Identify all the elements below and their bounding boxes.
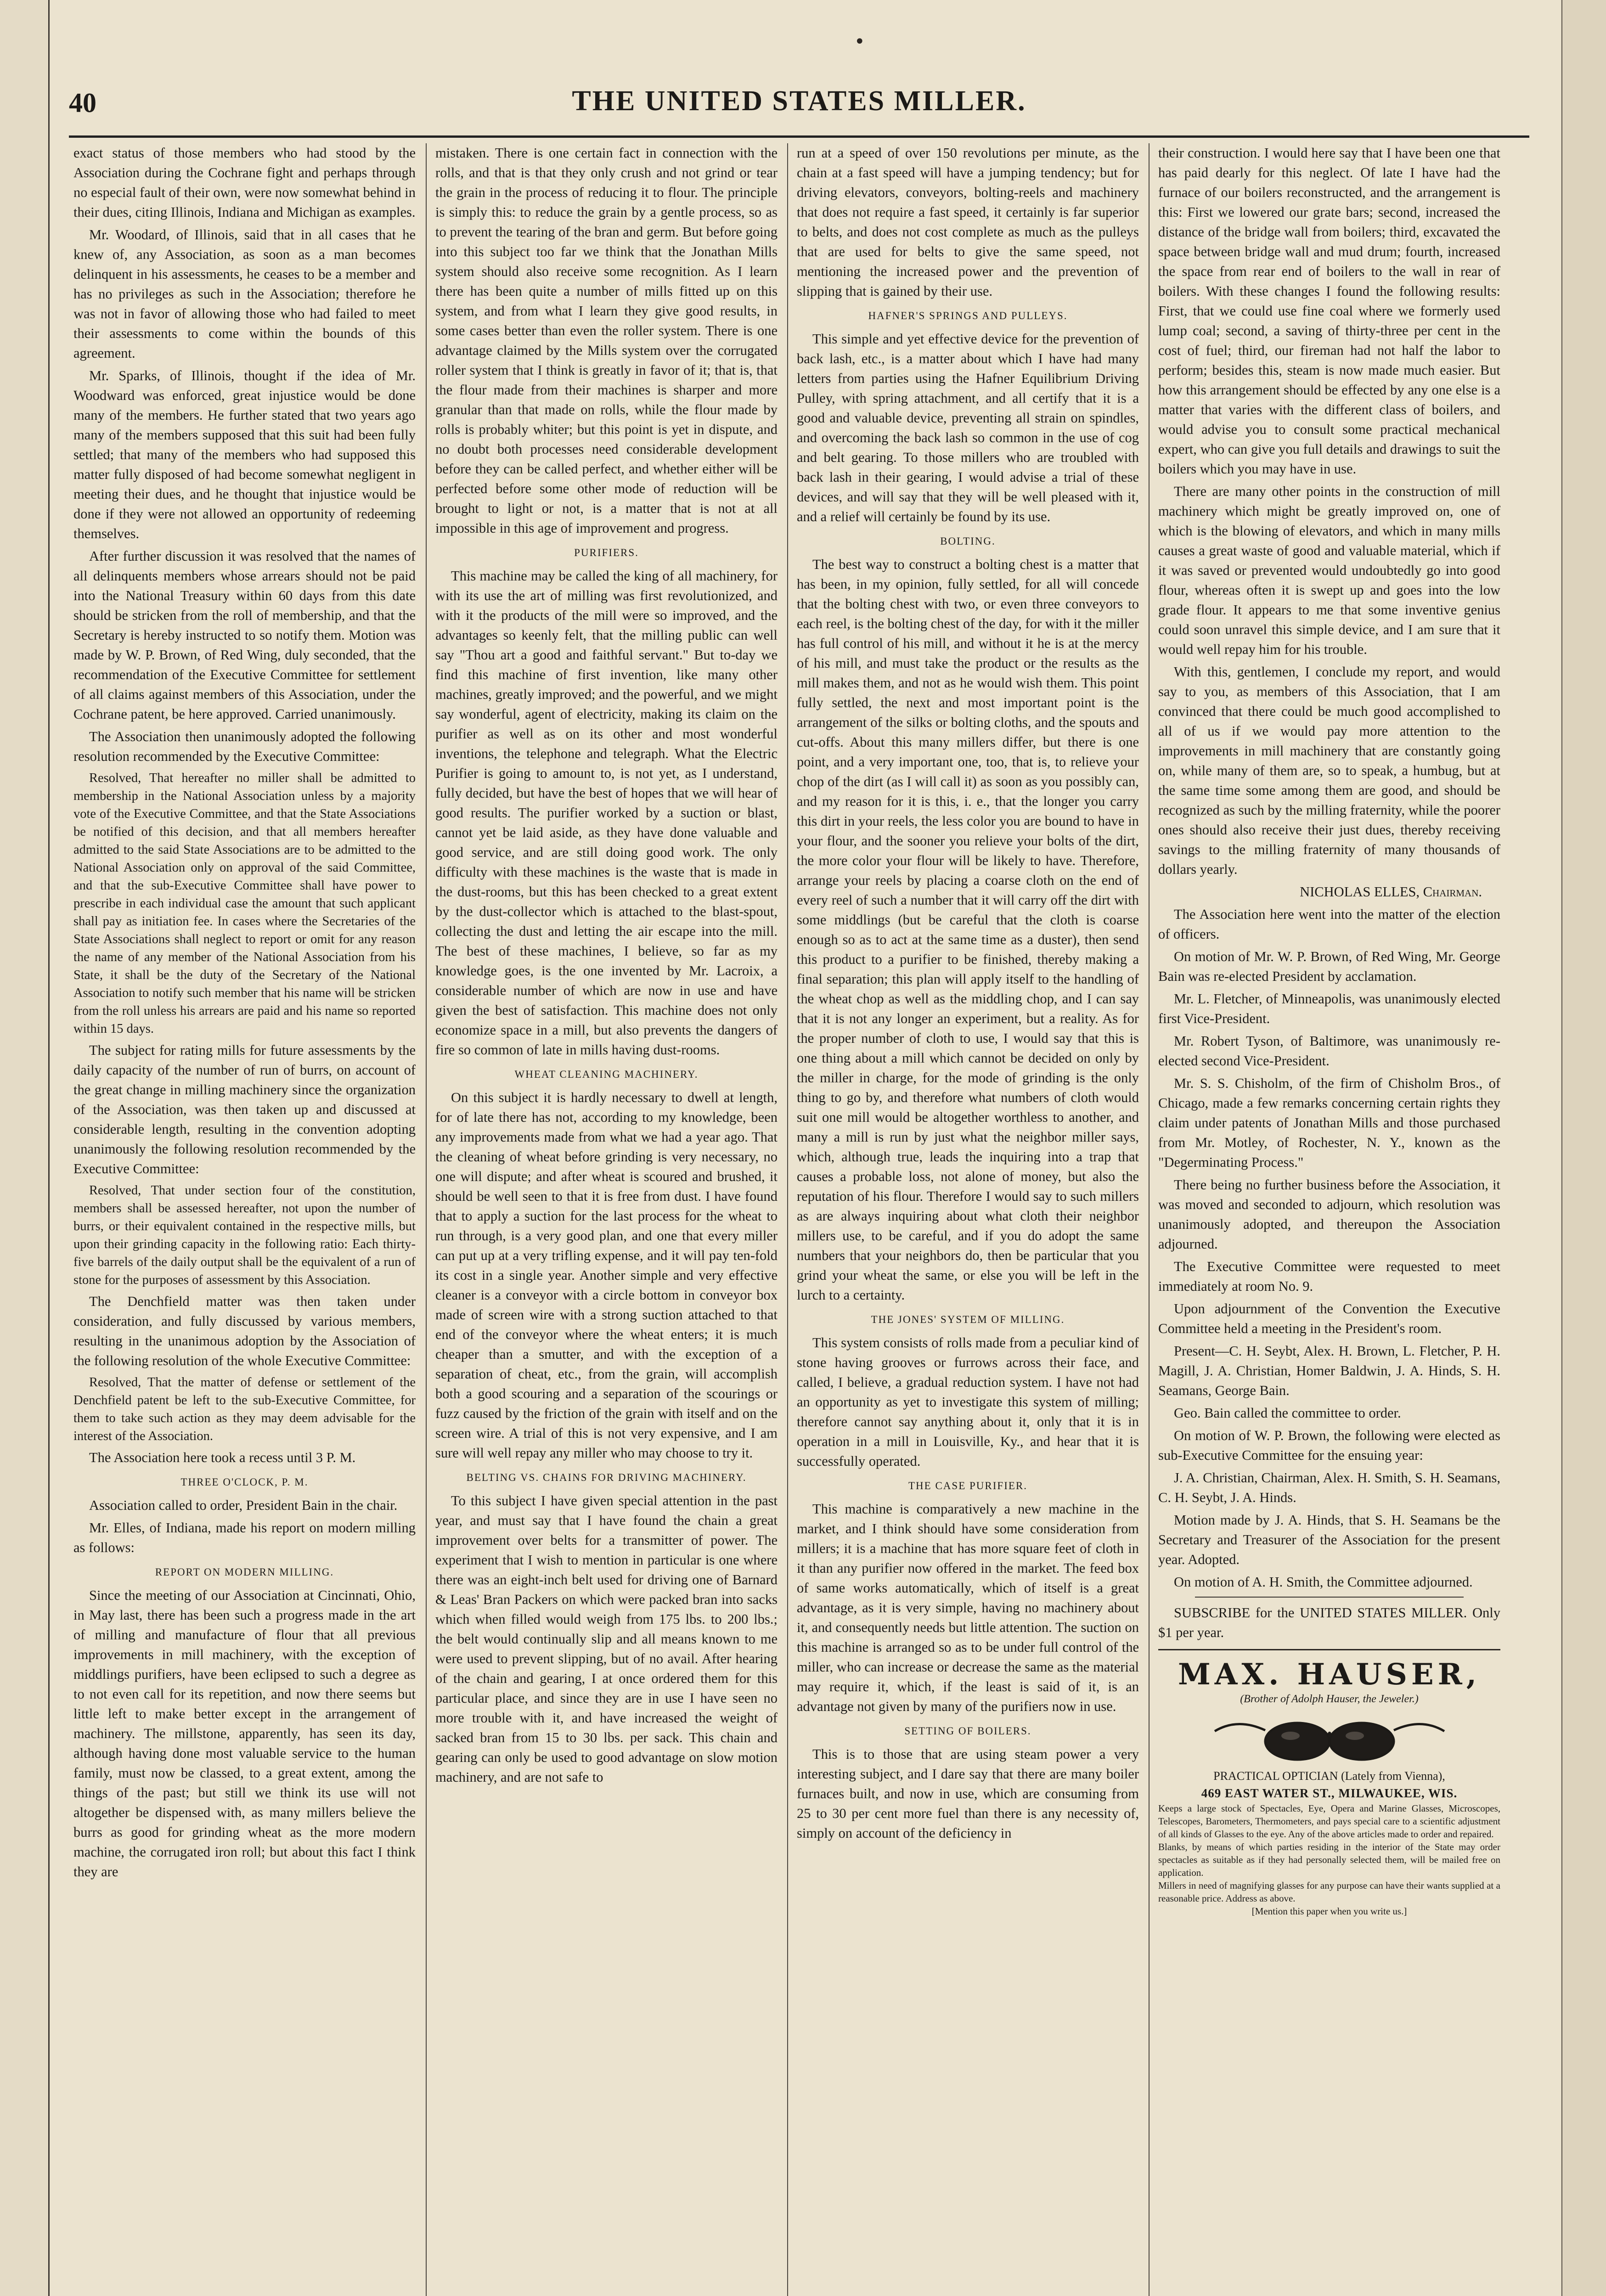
ad-subtitle: (Brother of Adolph Hauser, the Jeweler.)	[1240, 1693, 1419, 1705]
column-divider	[1149, 143, 1150, 2296]
section-heading: THREE O'CLOCK, P. M.	[180, 1476, 309, 1488]
paragraph: Motion made by J. A. Hinds, that S. H. Seamans be the Secretary and Treasurer of the Association for the present year. Adopted.	[1158, 1512, 1500, 1567]
masthead-title: THE UNITED STATES MILLER.	[572, 85, 1026, 117]
paragraph: Mr. Sparks, of Illinois, thought if the idea of Mr. Woodward was enforced, great injustice would be done many of the members. He further stated that two years ago many of the members supposed that this suit had been fully settled; that many of the members who had supposed this matter fully disposed of had become somewhat negligent in meeting their dues, and he thought that injustice would be done if they were not allowed an opportunity of redeeming themselves.	[73, 368, 416, 541]
column-1	[73, 143, 416, 2296]
section-heading: BOLTING.	[940, 535, 996, 547]
paragraph: The subject for rating mills for future assessments by the daily capacity of the number of run of burrs, on account of the great change in milling machinery since the organization of the Association, was then taken up and discussed at considerable length, resulting in the convention adopting unanimously the following resolution recommended by the Executive Committee:	[73, 1042, 416, 1176]
paragraph: Mr. S. S. Chisholm, of the firm of Chisholm Bros., of Chicago, made a few remarks concerning certain rights they claim under patents of Jonathan Mills and those purchased from Mr. Motley, of Rochester, N. Y., known as the "Degerminating Process."	[1158, 1075, 1500, 1170]
paragraph: On this subject it is hardly necessary to dwell at length, for of late there has not, according to my knowledge, been any improvements made from what we had a year ago. That the cleaning of wheat before grinding is very necessary, no one will dispute; and after wheat is scoured and brushed, it should be well seen to that it is free from dust. I have found that to apply a suction for the last process for the wheat to run through, is a very good plan, and one that every miller can put up at a very trifling expense, and it will pay ten-fold its cost in a single year. Another simple and very effective cleaner is a conveyor with a circle bottom in conveyor box made of screen wire with a strong suction attached to that end of the conveyor where the wheat enters; it is much cheaper than a smutter, and with the exception of a separation of cheat, etc., from the grain, will accomplish both a good scouring and a separation of the scourings or fuzz caused by the friction of the grain with itself and on the screen wire. A trial of this is not very expensive, and I am sure will well repay any miller who may choose to try it.	[435, 1090, 778, 1461]
ad-body: Keeps a large stock of Spectacles, Eye, Opera and Marine Glasses, Microscopes, Telescopes, Barometers, Thermometers, and pays special care to a scientific adjustment of all kinds of Glasses to the eye. Any of the above articles made to order and repaired.	[1158, 1803, 1500, 1840]
paragraph: Since the meeting of our Association at Cincinnati, Ohio, in May last, there has been such a progress made in the art of milling and manufacture of flour that all previous improvements in mill machinery, with the exception of middlings purifiers, have been eclipsed to such a degree as to not even call for its repetition, and now there seems but little left to make better except in the arrangement of machinery. The millstone, apparently, has seen its day, although having done most valuable service to the human family, must now be classed, to a great extent, among the things of the past; but still we think its use will not altogether be dispensed with, as many millers believe the burrs as good for grinding wheat as the more modern machine, the corrugated iron roll; but about this fact I think they are	[73, 1587, 416, 1880]
paragraph: This simple and yet effective device for the prevention of back lash, etc., is a matter about which I have had many letters from parties using the Hafner Equilibrium Driving Pulley, with spring attachment, and all certify that it is a good and valuable device, preventing all strain on spindles, and overcoming the back lash so common in the use of cog and belt gearing. To those millers who are troubled with back lash in their gearing, I would advise a trial of these devices, and will say that they will be well pleased with it, and a relief will certainly be found by its use.	[797, 331, 1139, 524]
paragraph: The Association then unanimously adopted the following resolution recommended by the Executive Committee:	[73, 729, 416, 764]
resolution-paragraph: Resolved, That under section four of the constitution, members shall be assessed hereafter, not upon the number of burrs, or their equivalent contained in the respective mills, but upon their grinding capacity in the following ratio: Each thirty-five barrels of the daily output shall be the equivalent of a run of stone for the purposes of assessment by this Association.	[73, 1183, 416, 1287]
resolution-paragraph: Resolved, That the matter of defense or settlement of the Denchfield patent be left to the sub-Executive Committee, for them to take such action as they may deem advisable for the interest of the Association.	[73, 1375, 416, 1443]
ad-body: Millers in need of magnifying glasses for any purpose can have their wants supplied at a reasonable price. Address as above.	[1158, 1880, 1500, 1904]
ad-line: PRACTICAL OPTICIAN (Lately from Vienna),	[1213, 1769, 1445, 1783]
column-4	[1158, 143, 1500, 2296]
paragraph: There being no further business before the Association, it was moved and seconded to adjourn, which resolution was unanimously adopted, and thereupon the Association adjourned.	[1158, 1177, 1500, 1252]
ad-note: [Mention this paper when you write us.]	[1251, 1906, 1407, 1917]
paragraph: The Association here went into the matter of the election of officers.	[1158, 906, 1500, 942]
adjacent-page-edge	[1561, 0, 1606, 2296]
paragraph: Mr. Elles, of Indiana, made his report on modern milling as follows:	[73, 1520, 416, 1555]
running-head	[69, 83, 1529, 133]
section-heading: PURIFIERS.	[574, 547, 639, 558]
paragraph: After further discussion it was resolved that the names of all delinquents members whose arrears should not be paid into the National Treasury within 60 days from this date should be stricken from the roll of membership, and that the Secretary is hereby instructed to so notify them. Motion was made by W. P. Brown, of Red Wing, duly seconded, that the recommendation of the Executive Committee for settlement of all claims against members of this Association, under the Cochrane patent, be here approved. Carried unanimously.	[73, 548, 416, 722]
column-2	[435, 143, 778, 2296]
section-heading: HAFNER'S SPRINGS AND PULLEYS.	[868, 310, 1068, 321]
column-3	[797, 143, 1139, 2296]
paragraph: On motion of W. P. Brown, the following were elected as sub-Executive Committee for the ensuing year:	[1158, 1428, 1500, 1463]
section-heading: WHEAT CLEANING MACHINERY.	[514, 1069, 699, 1080]
paragraph: This is to those that are using steam power a very interesting subject, and I dare say that there are many boiler furnaces built, and now in use, which are consuming from 25 to 30 per cent more fuel than there is any necessity of, simply on account of the deficiency in	[797, 1746, 1139, 1841]
paragraph: On motion of A. H. Smith, the Committee adjourned.	[1174, 1574, 1473, 1590]
paragraph: Mr. L. Fletcher, of Minneapolis, was unanimously elected first Vice-President.	[1158, 991, 1500, 1026]
section-heading: THE CASE PURIFIER.	[908, 1480, 1027, 1491]
paragraph: The Executive Committee were requested to meet immediately at room No. 9.	[1158, 1259, 1500, 1294]
paragraph: There are many other points in the construction of mill machinery which might be greatly improved on, one of which is the blowing of elevators, and which in many mills causes a great waste of good and valuable material, which if it was saved or prevented would undoubtedly go into good flour, whereas often it is swept up and goes into the low grade flour. It appears to me that some inventive genius could soon unravel this simple device, and I am sure that it would well repay him for his trouble.	[1158, 484, 1500, 657]
ad-title: MAX. HAUSER,	[1178, 1657, 1481, 1692]
ad-address: 469 EAST WATER ST., MILWAUKEE, WIS.	[1201, 1786, 1458, 1800]
paragraph: J. A. Christian, Chairman, Alex. H. Smith, S. H. Seamans, C. H. Seybt, J. A. Hinds.	[1158, 1470, 1500, 1505]
header-rule	[69, 135, 1529, 138]
column-divider	[787, 143, 788, 2296]
paragraph: The Association here took a recess until 3 P. M.	[89, 1450, 356, 1465]
paragraph: The Denchfield matter was then taken under consideration, and fully discussed by various members, resulting in the unanimous adoption by the Association of the following resolution of the whole Executive Committee:	[73, 1294, 416, 1368]
paragraph: With this, gentlemen, I conclude my report, and would say to you, as members of this Association, that I am convinced that there could be much good accomplished to all of us if we would pay more attention to the improvements in mill machinery that are constantly going on, while many of them are, so to speak, a humbug, but at the same time some among them are good, and should be recognized as such by the milling fraternity, while the poorer ones should also receive their just dues, thereby receiving savings to the milling fraternity of many thousands of dollars yearly.	[1158, 664, 1500, 877]
optician-advertisement	[1158, 1649, 1500, 1918]
paragraph: Present—C. H. Seybt, Alex. H. Brown, L. Fletcher, P. H. Magill, J. A. Christian, Homer Baldwin, J. A. Hinds, S. H. Seamans, George Bain.	[1158, 1343, 1500, 1398]
section-heading: THE JONES' SYSTEM OF MILLING.	[871, 1314, 1065, 1325]
paragraph: On motion of Mr. W. P. Brown, of Red Wing, Mr. George Bain was re-elected President by acclamation.	[1158, 949, 1500, 984]
paragraph: The best way to construct a bolting chest is a matter that has been, in my opinion, fully settled, for all will concede that the bolting chest with two, or even three conveyors to each reel, is the bolting chest of the day, for with it the miller has full control of his mill, and without it he is at the mercy of his mill, and must take the product or the results as the mill makes them, and not as he would wish them. This point fully settled, the next and most important point is the arrangement of the silks or bolting cloths, and the spouts and cut-offs. About this many millers differ, but there is one point, and a very important one, too, that is, to relieve your chop of the dirt (as I will call it) as soon as you possibly can, and my reason for it is this, i. e., that the longer you carry this dirt in your reels, the less color you are bound to have in your flour, and the sooner you relieve your bolts of the dirt, the more color your flour will be likely to have. Therefore, arrange your reels by placing a coarse cloth on the end of every reel of such a number that it will carry off the dirt with some middlings (but be careful that the cloth is coarse enough so as to act at the same time as a duster), then send this product to a purifier to be finished, thereby making a final separation; this plan will apply itself to the handling of the wheat chop as well as the middling chop, and I can say that it is not any longer an experiment, but a reality. As for the proper number of cloth to use, I would say that this is one thing about a mill which cannot be decided on only by the miller in charge, for the mode of grinding is the only thing to go by, and therefore what numbers of cloth would suit one mill would be altogether worthless to another, and many a mill is run by just what the neighbor miller says, which, although true, leads the inquiring into a trap that causes a probable loss, not alone of money, but also the reputation of his flour. Therefore I would say to such millers as are always inquiring about what cloth their neighbor millers use, to be careful, and if you do adopt the same numbers that your neighbors do, then be particular that you grind your wheat the same, or else you will be left in the lurch to a certainty.	[797, 557, 1139, 1303]
subscribe-notice: SUBSCRIBE for the UNITED STATES MILLER. Only $1 per year.	[1158, 1605, 1500, 1640]
paragraph: mistaken. There is one certain fact in connection with the rolls, and that is that they only crush and not grind or tear the grain in the process of reducing it to flour. The principle is simply this: to reduce the grain by a gentle process, so as to prevent the tearing of the bran and germ. But before going into this subject too far we think that the Jonathan Mills system should also receive some recognition. As I learn there has been quite a number of mills fitted up on this system, and from what I learn they give good results, in some cases better than even the roller system. There is one advantage claimed by the Mills system over the corrugated roller system that I think is greatly in favor of it; that is, that the flour made from their machines is sharper and more granular than that made on rolls, while the flour made by rolls is probably whiter; but this point is yet in dispute, and no doubt both processes need considerable development before they can be called perfect, and whether either will be perfected before some other mode of reduction will be brought to light or not, is a matter that is not at all impossible in this age of improvement and progress.	[435, 145, 778, 536]
report-signature: NICHOLAS ELLES, Chairman.	[1300, 884, 1482, 900]
paragraph: Mr. Woodard, of Illinois, said that in all cases that he knew of, any Association, as soon as a man becomes delinquent in his assessments, he ceases to be a member and has no privileges as such in the Association; therefore he was not in favor of allowing those who had failed to meet their assessments to come within the bounds of this agreement.	[73, 227, 416, 361]
resolution-paragraph: Resolved, That hereafter no miller shall be admitted to membership in the National Association unless by a majority vote of the Executive Committee, and that the State Associations be notified of this decision, and that all members hereafter admitted to the said State Associations are to be admitted to the National Association only on approval of the said Committee, and that the sub-Executive Committee shall have power to prescribe in each individual case the amount that such applicant shall pay as initiation fee. In cases where the Secretaries of the State Associations shall neglect to report or omit for any reason the name of any member of the National Association from his State, it shall be the duty of the Secretary of the National Association to notify such member that his name will be stricken from the roll unless his arrears are paid and his name so reported within 15 days.	[73, 771, 416, 1036]
paragraph: their construction. I would here say that I have been one that has paid dearly for this neglect. Of late I have had the furnace of our boilers reconstructed, and the arrangement is this: First we lowered our grate bars; second, increased the distance of the bridge wall from boilers; third, excavated the space between bridge wall and mud drum; fourth, increased the space from rear end of boilers to the wall in rear of boilers. With these changes I found the following results: First, that we could use fine coal where we formerly used lump coal; second, a saving of thirty-three per cent in the cost of fuel; third, our fireman had not half the labor to perform; besides this, steam is now made much easier. But how this arrangement should be effected by any one else is a matter that varies with the different class of boilers, and would advise you to consult some practical mechanical expert, who can give you full details and drawings to suit the boilers which you may have in use.	[1158, 145, 1500, 477]
ink-mark: •	[854, 31, 865, 52]
section-heading: SETTING OF BOILERS.	[904, 1725, 1031, 1737]
divider-rule	[1195, 1597, 1464, 1598]
paragraph: run at a speed of over 150 revolutions per minute, as the chain at a fast speed will have a jumping tendency; but for driving elevators, conveyors, bolting-reels and machinery that does not require a fast speed, it certainly is far superior to belts, and does not cost complete as much as the pulleys that are used for belts to give the same speed, not mentioning the increased power and the prevention of slipping that is gained by their use.	[797, 145, 1139, 299]
paragraph: To this subject I have given special attention in the past year, and must say that I have found the chain a great improvement over belts for a transmitter of power. The experiment that I wish to mention in particular is one where there was an eight-inch belt used for driving one of Barnard & Leas' Bran Packers on which were packed bran into sacks which when filled would weigh from 175 lbs. to 200 lbs.; the belt would continually slip and all means known to me were used to prevent slipping, but of no avail. After hearing of the chain and gearing, I at once ordered them for this particular place, and since they are in use I have seen no more trouble with it, and have increased the weight of sacked bran from 15 to 30 lbs. per sack. This chain and gearing can only be used to good advantage on slow motion machinery, and are not safe to	[435, 1493, 778, 1785]
ad-body: Blanks, by means of which parties residing in the interior of the State may order spectacles as suitable as if they had personally selected them, will be mailed free on application.	[1158, 1841, 1500, 1878]
paragraph: This machine is comparatively a new machine in the market, and I think should have some consideration from millers; it is a machine that has more square feet of cloth in it than any purifier now offered in the market. The feed box of same works automatically, which of itself is a great advantage, as it is very simple, having no machinery about it, and consequently needs but little attention. The suction on this machine is arranged so as to be under full control of the miller, who can increase or decrease the same as the material may require it, which, if the least is said of it, is an advantage not given by many of the purifiers now in use.	[797, 1501, 1139, 1714]
paragraph: exact status of those members who had stood by the Association during the Cochrane fight and perhaps through no especial fault of their own, were now somewhat behind in their dues, citing Illinois, Indiana and Michigan as examples.	[73, 145, 416, 220]
paragraph: Upon adjournment of the Convention the Executive Committee held a meeting in the President's room.	[1158, 1301, 1500, 1336]
column-divider	[426, 143, 427, 2296]
paragraph: This system consists of rolls made from a peculiar kind of stone having grooves or furrows across their face, and called, I believe, a gradual reduction system. I have not had an opportunity as yet to investigate this system of milling; therefore cannot say anything about it, only that it is in operation in a mill in Louisville, Ky., and hear that it is successfully operated.	[797, 1335, 1139, 1469]
paragraph: Mr. Robert Tyson, of Baltimore, was unanimously re-elected second Vice-President.	[1158, 1033, 1500, 1069]
section-heading: REPORT ON MODERN MILLING.	[155, 1566, 334, 1578]
paragraph: Geo. Bain called the committee to order.	[1174, 1405, 1401, 1421]
paragraph: Association called to order, President Bain in the chair.	[89, 1497, 398, 1513]
section-heading: BELTING VS. CHAINS FOR DRIVING MACHINERY.	[466, 1472, 747, 1483]
spectacles-icon	[1210, 1713, 1449, 1763]
page-number: 40	[69, 88, 96, 118]
paragraph: This machine may be called the king of all machinery, for with its use the art of milling was first revolutionized, and with it the products of the mill were so improved, and the advantages so keenly felt, that the milling public can well say "Thou art a good and faithful servant." But to-day we find this machine of first invention, like many other machines, greatly improved; and the powerful, and we might say wonderful, agent of electricity, making its claim on the purifier as well as on its other and most wonderful inventions, the telephone and telegraph. What the Electric Purifier is going to amount to, is not yet, as I understand, fully decided, but have the best of hopes that we will hear of good results. The purifier worked by a suction or blast, cannot yet be laid aside, as they have done valuable and good service, and are still doing good work. The only difficulty with these machines is the waste that is made in the dust-rooms, but this has been checked to a great extent by the dust-collector which is attached to the blast-spout, collecting the dust and letting the air escape into the mill. The best of these machines, I believe, so far as my knowledge goes, is the one invented by Mr. Lacroix, a considerable number of which are now in use and have given the best of satisfaction. This machine does not only economize space in a mill, but also prevents the dangers of fire so common of late in mills having dust-rooms.	[435, 568, 778, 1058]
